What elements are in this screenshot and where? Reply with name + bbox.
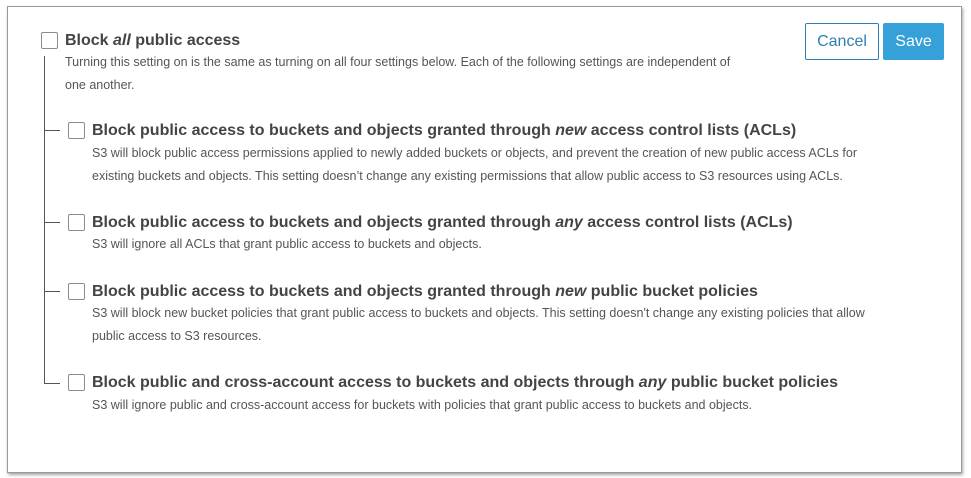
setting-title-new-bucket-policies: Block public access to buckets and objects granted through new public bucket policies bbox=[92, 283, 758, 300]
block-all-public-access-checkbox[interactable] bbox=[41, 32, 58, 49]
setting-title-new-acls: Block public access to buckets and objects granted through new access control lists (ACLs) bbox=[92, 122, 797, 139]
setting-description-any-bucket-policies: S3 will ignore public and cross-account access for buckets with policies that grant public access to buckets and objects. bbox=[92, 398, 753, 412]
setting-description-new-bucket-policies: S3 will block new bucket policies that grant public access to buckets and objects. This setting doesn't change any existing policies that allow public access to S3 resources. bbox=[92, 306, 865, 343]
setting-checkbox-new-acls[interactable] bbox=[68, 122, 85, 139]
setting-title-any-acls: Block public access to buckets and objects granted through any access control lists (ACLs) bbox=[92, 214, 793, 231]
setting-description-any-acls: S3 will ignore all ACLs that grant public access to buckets and objects. bbox=[92, 237, 482, 251]
setting-checkbox-any-bucket-policies[interactable] bbox=[68, 374, 85, 391]
cancel-button[interactable]: Cancel bbox=[805, 23, 879, 60]
block-all-public-access-title: Block all public access bbox=[65, 32, 241, 49]
tree-connector-line bbox=[44, 56, 45, 384]
setting-checkbox-new-bucket-policies[interactable] bbox=[68, 283, 85, 300]
tree-branch-line bbox=[44, 291, 60, 292]
tree-branch-line bbox=[44, 222, 60, 223]
tree-branch-line bbox=[44, 130, 60, 131]
setting-checkbox-any-acls[interactable] bbox=[68, 214, 85, 231]
save-button[interactable]: Save bbox=[883, 23, 944, 60]
setting-title-any-bucket-policies: Block public and cross-account access to buckets and objects through any public bucket policies bbox=[92, 374, 838, 391]
setting-description-new-acls: S3 will block public access permissions applied to newly added buckets or objects, and prevent the creation of new public access ACLs for existing buckets and objects. This setting doesn’t change any existing permissions that allow public access to S3 resources using ACLs. bbox=[92, 146, 857, 183]
tree-branch-line bbox=[44, 383, 60, 384]
block-all-public-access-description: Turning this setting on is the same as turning on all four settings below. Each of the following settings are independent of one another. bbox=[65, 55, 731, 92]
